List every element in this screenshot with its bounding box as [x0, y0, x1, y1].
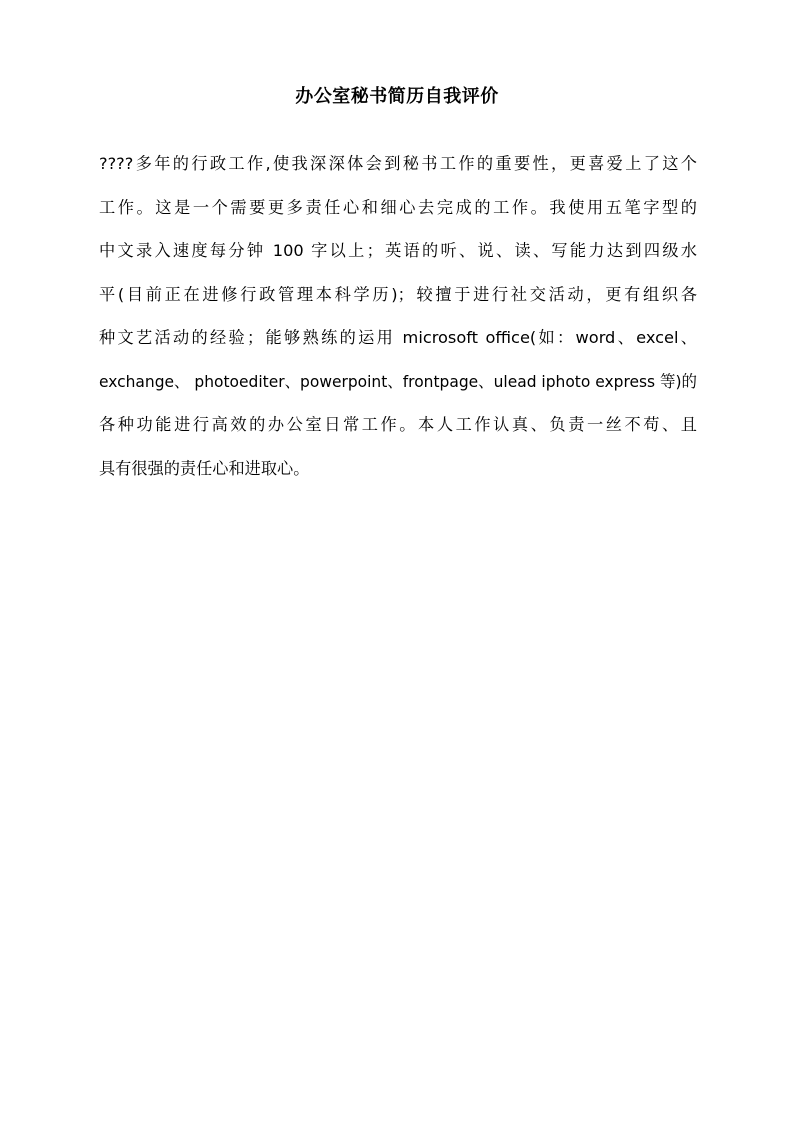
paragraph-line-5: 种文艺活动的经验；能够熟练的运用 microsoft office(如：word、excel、	[99, 328, 697, 347]
paragraph-line-6: exchange、 photoediter、powerpoint、frontpage、ulead iphoto express 等)的	[99, 371, 697, 391]
paragraph-line-8: 具有很强的责任心和进取心。	[99, 458, 310, 478]
paragraph-line-7: 各种功能进行高效的办公室日常工作。本人工作认真、负责一丝不苟、且	[99, 415, 697, 434]
paragraph-line-3: 中文录入速度每分钟 100 字以上；英语的听、说、读、写能力达到四级水	[99, 241, 697, 260]
document-title: 办公室秘书简历自我评价	[295, 86, 499, 107]
paragraph-line-4: 平(目前正在进修行政管理本科学历)；较擅于进行社交活动，更有组织各	[99, 284, 697, 304]
paragraph-line-2: 工作。这是一个需要更多责任心和细心去完成的工作。我使用五笔字型的	[99, 197, 697, 217]
paragraph-line-1: ????多年的行政工作,使我深深体会到秘书工作的重要性，更喜爱上了这个	[99, 154, 697, 173]
self-evaluation-paragraph	[99, 148, 697, 496]
